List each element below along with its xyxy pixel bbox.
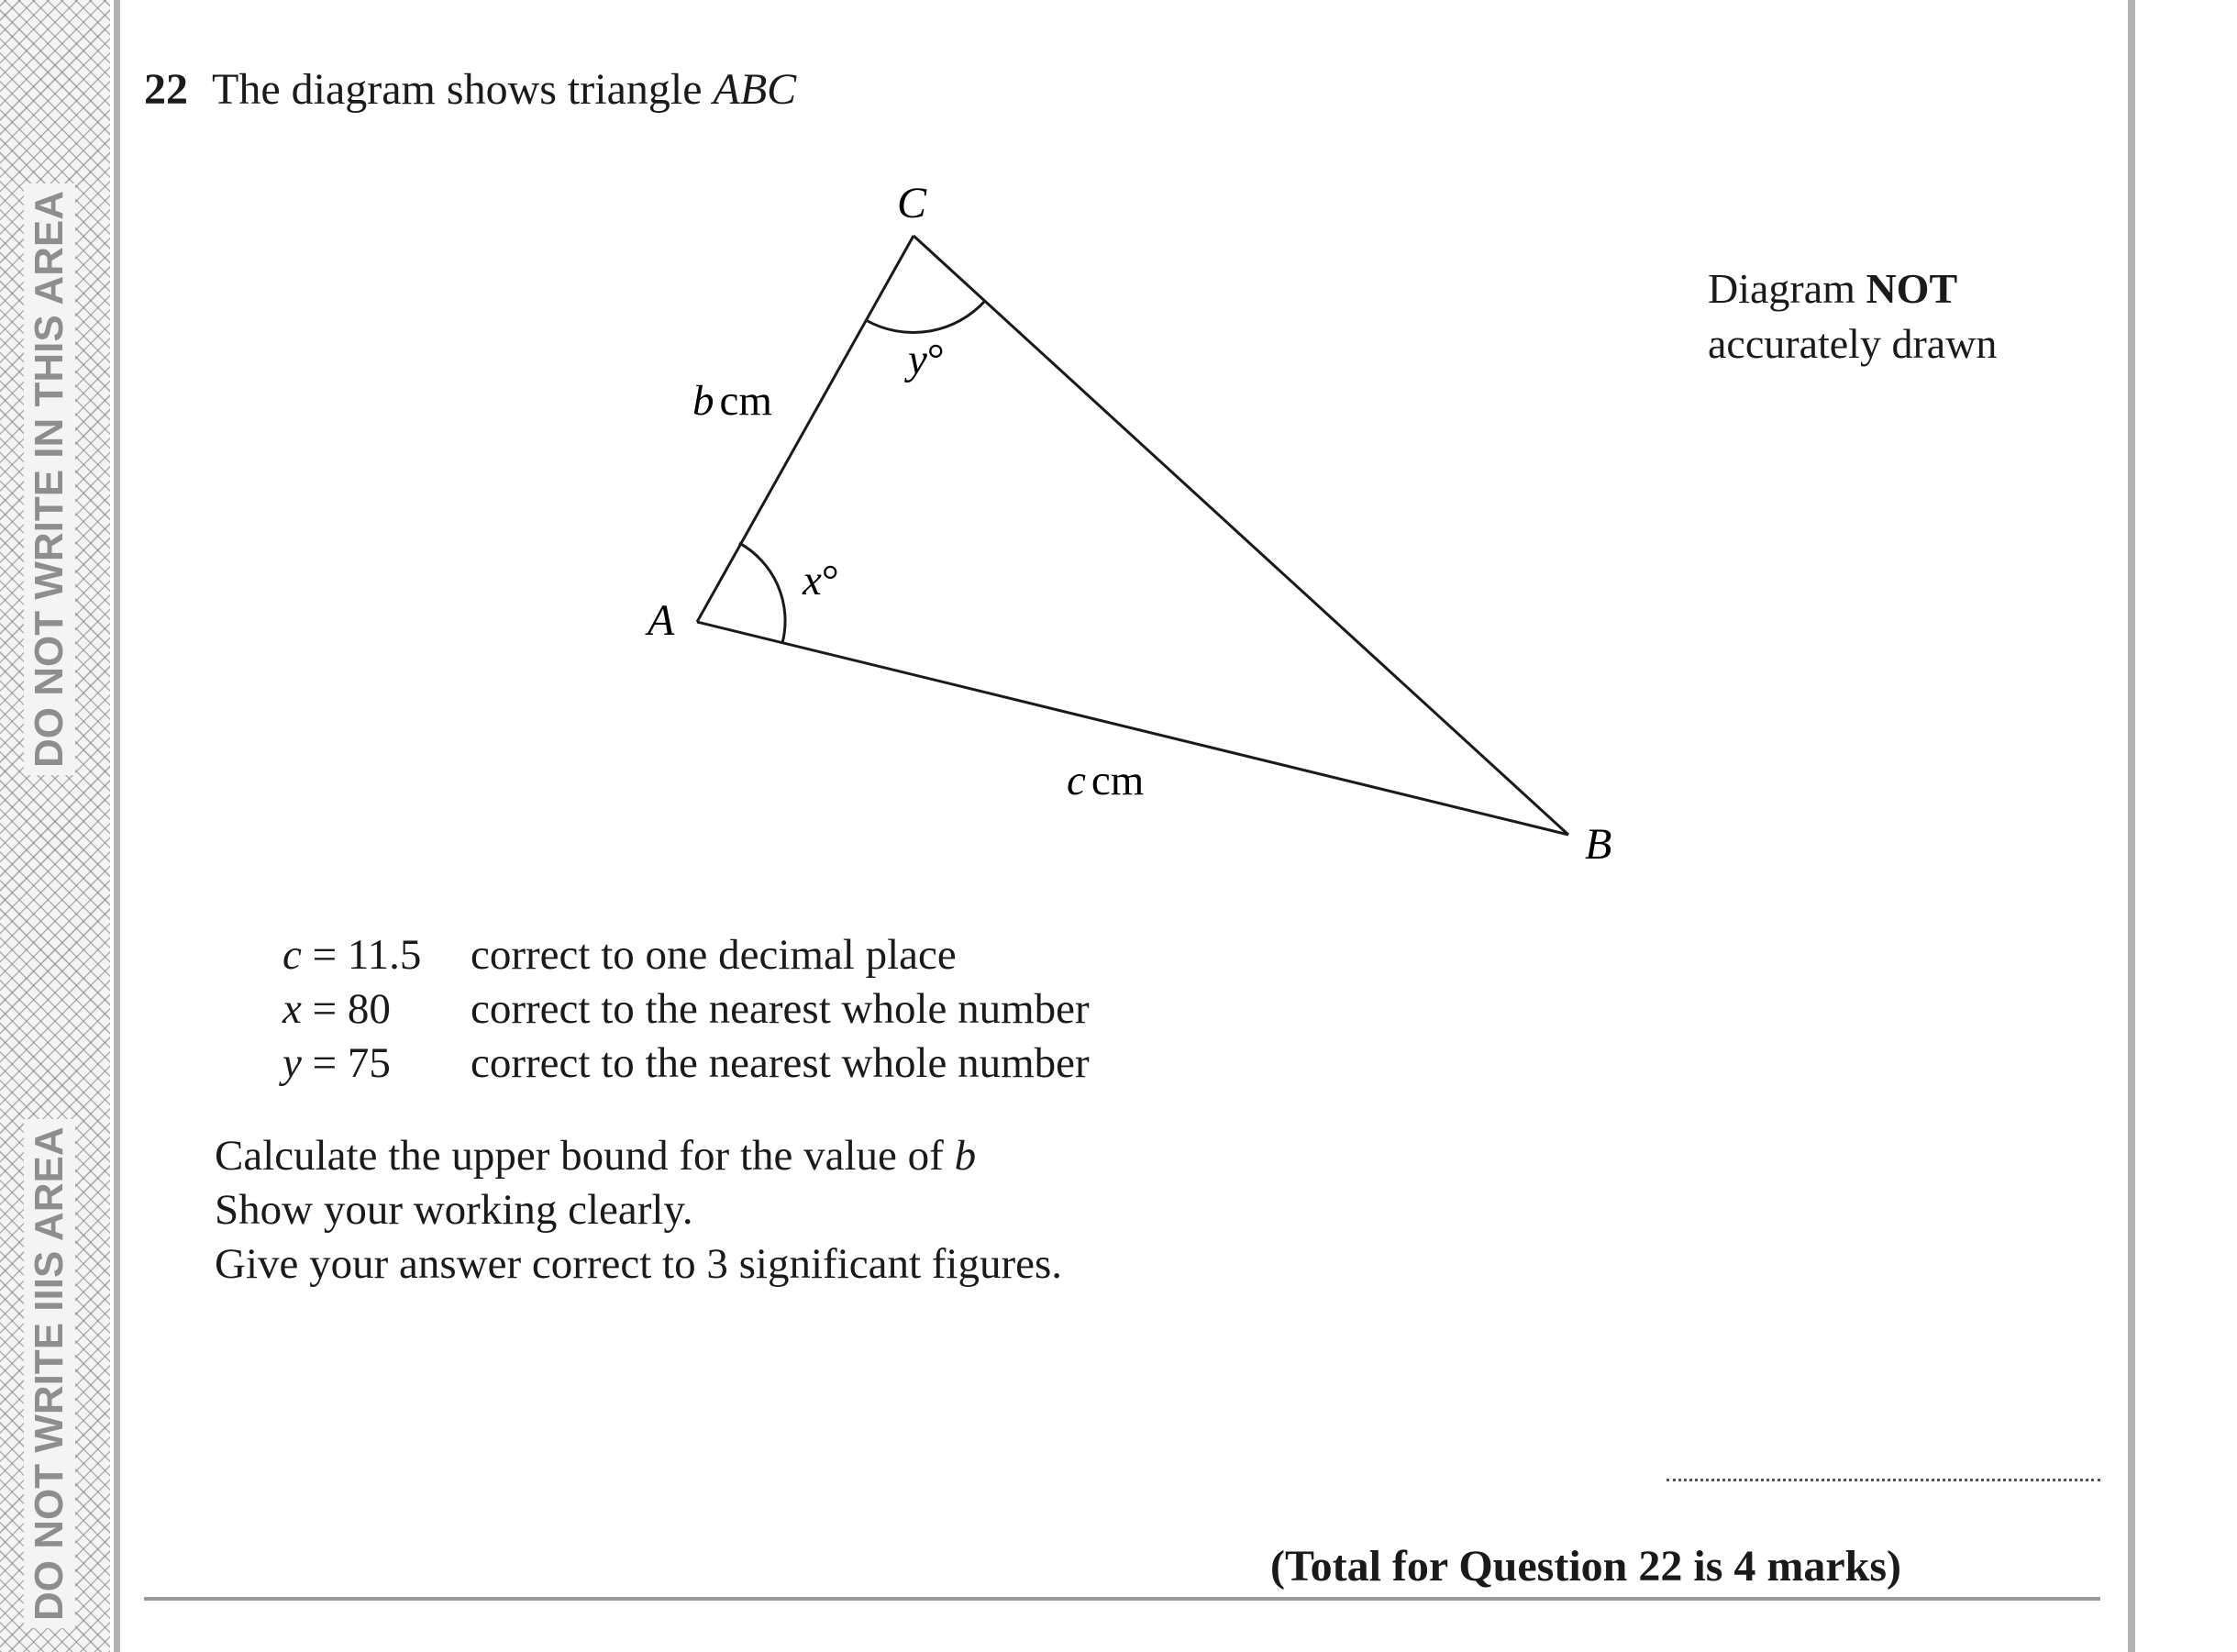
angle-y-var: y xyxy=(908,336,927,383)
side-b-unit: cm xyxy=(719,377,772,425)
given-equation xyxy=(282,982,471,1037)
vertex-label-b: B xyxy=(1585,820,1612,869)
vertex-label-c: C xyxy=(897,179,927,227)
given-row xyxy=(282,1037,1090,1091)
instruction-line: Show your working clearly. xyxy=(215,1186,693,1234)
given-equation xyxy=(282,1037,471,1091)
given-value: = 11.5 xyxy=(301,931,422,979)
given-value: = 75 xyxy=(301,1039,391,1087)
triangle-abc xyxy=(697,236,1568,835)
note-accurately-drawn: accurately drawn xyxy=(1708,320,1998,367)
question-intro: The diagram shows triangle xyxy=(212,65,703,114)
given-row xyxy=(282,982,1090,1037)
given-accuracy: correct to the nearest whole number xyxy=(471,985,1090,1033)
given-var: x xyxy=(282,985,302,1033)
instruction-text: Calculate the upper bound for the value of xyxy=(215,1132,944,1180)
side-c-var: c xyxy=(1067,757,1086,804)
given-accuracy: correct to the nearest whole number xyxy=(471,1039,1090,1087)
total-marks: (Total for Question 22 is 4 marks) xyxy=(1270,1542,1902,1591)
angle-label-x xyxy=(802,557,839,604)
instructions xyxy=(215,1129,1062,1292)
side-c-unit: cm xyxy=(1091,757,1145,804)
side-b-var: b xyxy=(692,377,714,425)
answer-line[interactable] xyxy=(1667,1479,2100,1481)
angle-arc-a xyxy=(739,543,785,643)
instruction-line xyxy=(215,1129,1062,1183)
given-var: y xyxy=(282,1039,302,1087)
diagram-note xyxy=(1708,261,1997,371)
vertex-label-a: A xyxy=(648,596,675,645)
triangle-name: ABC xyxy=(713,65,797,114)
angle-arc-c xyxy=(866,301,985,332)
side-cb xyxy=(914,236,1568,835)
angle-x-var: x xyxy=(803,557,822,604)
given-value: = 80 xyxy=(301,985,391,1033)
given-accuracy: correct to one decimal place xyxy=(471,931,957,979)
side-c-label xyxy=(1067,757,1144,804)
given-equation xyxy=(282,928,471,982)
note-word-diagram: Diagram xyxy=(1708,265,1855,312)
given-row xyxy=(282,928,1090,982)
given-values xyxy=(282,928,1090,1091)
angle-x-degree: ° xyxy=(821,557,839,604)
margin-warning-upper: DO NOT WRITE IN THIS AREA xyxy=(24,183,75,775)
instruction-line: Give your answer correct to 3 significant figures. xyxy=(215,1240,1063,1288)
angle-y-degree: ° xyxy=(926,336,945,383)
given-var: c xyxy=(282,931,302,979)
angle-label-y xyxy=(904,336,945,383)
side-b-label xyxy=(692,377,772,425)
question-number: 22 xyxy=(144,65,188,114)
instruction-var: b xyxy=(954,1132,977,1180)
margin-warning-lower: DO NOT WRITE IIIS AREA xyxy=(24,1119,75,1628)
note-word-not: NOT xyxy=(1866,265,1958,312)
bottom-rule xyxy=(144,1597,2100,1601)
